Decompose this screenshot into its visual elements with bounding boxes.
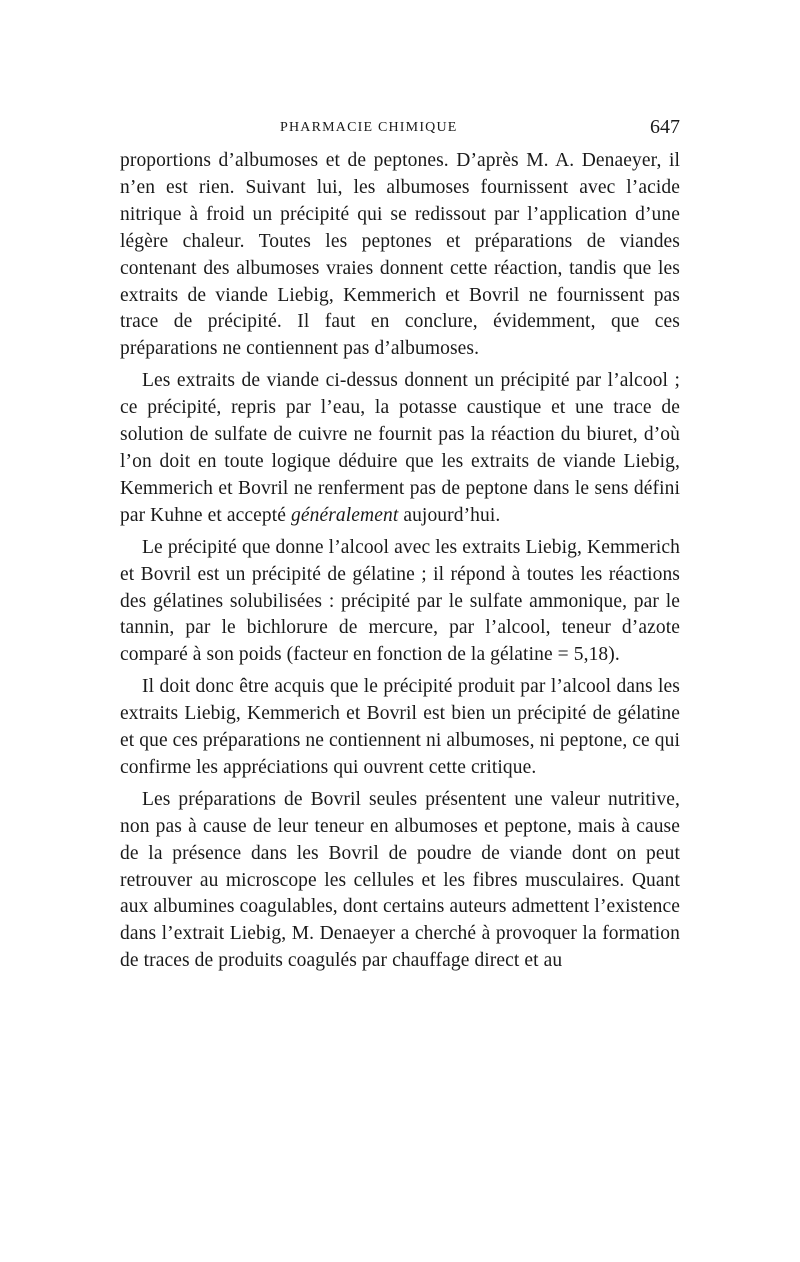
- paragraph-3: Le précipité que donne l’alcool avec les extraits Liebig, Kemmerich et Bovril est un précipité de gélatine ; il répond à toutes les réactions des gélatines solubilisées : précipité par le sulfate ammonique, par le tannin, par le bichlorure de mercure, par l’alcool, teneur d’azote comparé à son poids (facteur en fonction de la gélatine = 5,18).: [120, 536, 680, 666]
- paragraph-2-emphasis: généralement: [291, 504, 399, 526]
- paragraph-5: Les préparations de Bovril seules présentent une valeur nutritive, non pas à cause de leur teneur en albumoses et peptone, mais à cause de la présence dans les Bovril de poudre de viande dont on peut retrouver au microscope les cellules et les fibres musculaires. Quant aux albumines coagulables, dont certains auteurs admettent l’existence dans l’extrait Liebig, M. Denaeyer a cherché à provoquer la formation de traces de produits coagulés par chauffage direct et au: [120, 788, 680, 972]
- running-title: PHARMACIE CHIMIQUE: [280, 120, 458, 135]
- paragraph-2-text-start: Les extraits de viande ci-dessus donnent un précipité par l’alcool ; ce précipité, repris par l’eau, la potasse caustique et une trace de solution de sulfate de cuivre ne fournit pas la réaction du biuret, d’où l’on doit en toute logique déduire que les extraits de viande Liebig, Kemmerich et Bovril ne renferment pas de peptone dans le sens défini par Kuhne et accepté: [120, 370, 680, 526]
- paragraph-4: Il doit donc être acquis que le précipité produit par l’alcool dans les extraits Liebig, Kemmerich et Bovril est bien un précipité de gélatine et que ces préparations ne contiennent ni albumoses, ni peptone, ce qui confirme les appréciations qui ouvrent cette critique.: [120, 676, 680, 778]
- paragraph-2: [120, 368, 680, 529]
- body-text: [120, 148, 680, 975]
- running-head: [120, 112, 680, 148]
- paragraph-2-text-end: aujourd’hui.: [398, 504, 501, 526]
- page-number: 647: [650, 116, 680, 138]
- book-page: [120, 112, 680, 975]
- paragraph-1: proportions d’albumoses et de peptones. D’après M. A. Denaeyer, il n’en est rien. Suivant lui, les albumoses fournissent avec l’acide nitrique à froid un précipité qui se redissout par l’application d’une légère chaleur. Toutes les peptones et préparations de viandes contenant des albumoses vraies donnent cette réaction, tandis que les extraits de viande Liebig, Kemmerich et Bovril ne fournissent pas trace de précipité. Il faut en conclure, évidemment, que ces préparations ne contiennent pas d’albumoses.: [120, 150, 680, 360]
